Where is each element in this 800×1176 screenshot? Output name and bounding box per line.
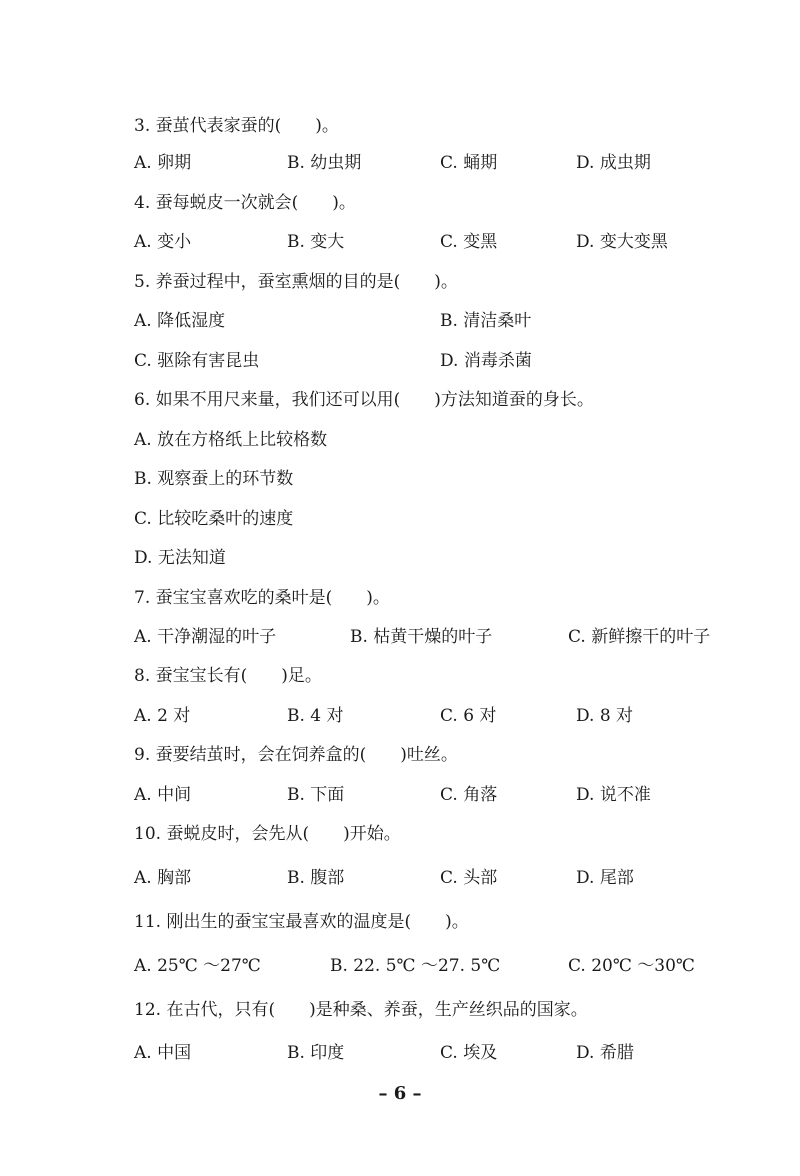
question-3-option-d: D. 成虫期 [576, 153, 651, 173]
question-6-option-c: C. 比较吃桑叶的速度 [134, 509, 294, 529]
question-5-option-c: C. 驱除有害昆虫 [134, 351, 260, 371]
question-10-option-d: D. 尾部 [576, 868, 634, 888]
question-11-option-c: C. 20℃ ～30℃ [568, 956, 695, 976]
question-10-option-a: A. 胸部 [134, 868, 192, 888]
question-8-option-b: B. 4 对 [287, 706, 344, 726]
question-7-stem: 7. 蚕宝宝喜欢吃的桑叶是( )。 [134, 588, 390, 608]
question-7-option-c: C. 新鲜擦干的叶子 [568, 627, 711, 647]
question-12-option-d: D. 希腊 [576, 1043, 634, 1063]
question-8-stem: 8. 蚕宝宝长有( )足。 [134, 666, 322, 686]
question-9-option-d: D. 说不准 [576, 785, 651, 805]
question-6-stem: 6. 如果不用尺来量，我们还可以用( )方法知道蚕的身长。 [134, 390, 594, 410]
question-5-option-a: A. 降低湿度 [134, 311, 226, 331]
question-8-option-a: A. 2 对 [134, 706, 191, 726]
question-3-stem: 3. 蚕茧代表家蚕的( )。 [134, 116, 339, 136]
question-4-option-d: D. 变大变黑 [576, 232, 668, 252]
question-9-option-a: A. 中间 [134, 785, 192, 805]
question-10-option-b: B. 腹部 [287, 868, 345, 888]
question-7-option-b: B. 枯黄干燥的叶子 [350, 627, 493, 647]
question-3-option-b: B. 幼虫期 [287, 153, 362, 173]
question-12-option-c: C. 埃及 [440, 1043, 498, 1063]
question-12-option-b: B. 印度 [287, 1043, 345, 1063]
question-7-option-a: A. 干净潮湿的叶子 [134, 627, 277, 647]
question-9-option-c: C. 角落 [440, 785, 498, 805]
question-10-stem: 10. 蚕蜕皮时，会先从( )开始。 [134, 824, 401, 844]
question-10-option-c: C. 头部 [440, 868, 498, 888]
question-4-option-c: C. 变黑 [440, 232, 498, 252]
question-8-option-c: C. 6 对 [440, 706, 497, 726]
question-11-option-a: A. 25℃ ～27℃ [134, 956, 261, 976]
question-5-option-d: D. 消毒杀菌 [440, 351, 532, 371]
question-8-option-d: D. 8 对 [576, 706, 634, 726]
question-3-option-a: A. 卵期 [134, 153, 192, 173]
question-6-option-a: A. 放在方格纸上比较格数 [134, 430, 328, 450]
question-5-option-b: B. 清洁桑叶 [440, 311, 532, 331]
page-number: – 6 – [378, 1083, 422, 1104]
question-11-stem: 11. 刚出生的蚕宝宝最喜欢的温度是( )。 [134, 912, 469, 932]
question-6-option-b: B. 观察蚕上的环节数 [134, 469, 294, 489]
question-12-stem: 12. 在古代，只有( )是种桑、养蚕，生产丝织品的国家。 [134, 1000, 588, 1020]
question-9-option-b: B. 下面 [287, 785, 345, 805]
question-4-stem: 4. 蚕每蜕皮一次就会( )。 [134, 193, 356, 213]
question-6-option-d: D. 无法知道 [134, 548, 226, 568]
question-4-option-b: B. 变大 [287, 232, 345, 252]
question-5-stem: 5. 养蚕过程中，蚕室熏烟的目的是( )。 [134, 272, 458, 292]
question-11-option-b: B. 22. 5℃ ～27. 5℃ [330, 956, 501, 976]
question-3-option-c: C. 蛹期 [440, 153, 498, 173]
question-9-stem: 9. 蚕要结茧时，会在饲养盒的( )吐丝。 [134, 745, 458, 765]
question-4-option-a: A. 变小 [134, 232, 192, 252]
question-12-option-a: A. 中国 [134, 1043, 192, 1063]
